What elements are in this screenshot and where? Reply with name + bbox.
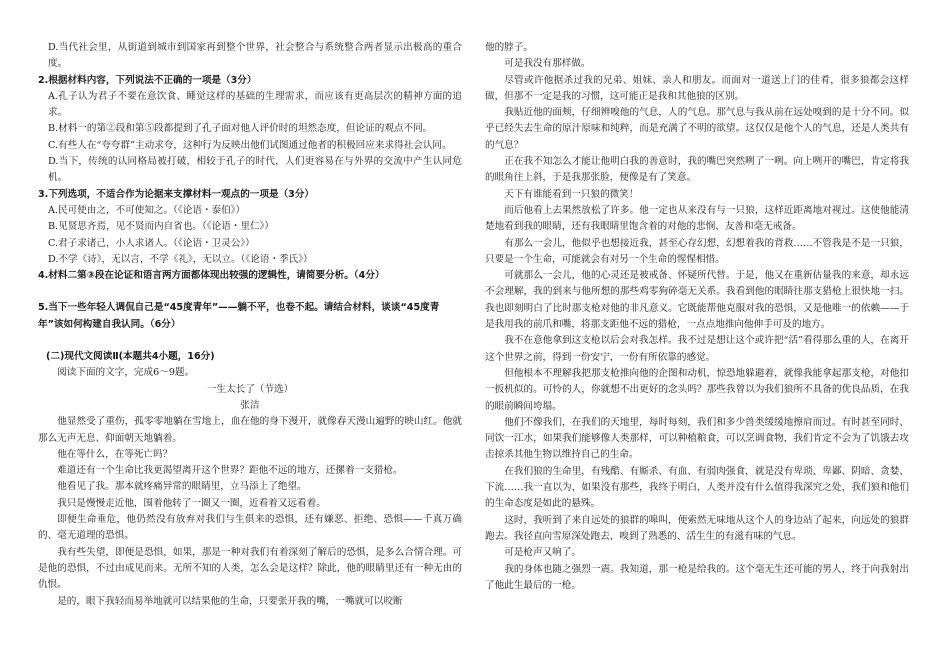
passage-paragraph: 他显然受了重伤，孤零零地躺在雪地上，血在他的身下漫开，就像春天漫山遍野的映山红。他就那么无声无息、仰面朝天地躺着。: [38, 416, 462, 444]
q3-option-a-source: （《论语・泰伯》）: [173, 204, 246, 216]
q3-option-a: [38, 203, 462, 219]
passage-paragraph: 这时，我听到了来自远处的狼群的嗥叫，便索然无味地从这个人的身边站了起来，向远处的狼群跑去。我径直向雪原深处跑去，嗅到了熟悉的、活生生的有滋有味的气息。: [485, 514, 909, 542]
passage-paragraph: 而后他看上去果然放松了许多。他一定也从来没有与一只狼，这样近距离地对视过。这使他能清楚地看到我的眼睛，还有我眼睛里饱含着的对他的悲悯、友善和毫无戒备。: [485, 204, 909, 233]
left-column: [38, 40, 462, 610]
passage-paragraph: 我的身体也随之强烈一震。我知道，那一枪是给我的。这个毫无生还可能的男人，终于向我射出了他此生最后的一枪。: [485, 563, 909, 591]
passage-paragraph: 是的，眼下我轻而易举地就可以结果他的生命，只要张开我的嘴，一嘴就可以咬断: [57, 595, 403, 607]
q4-stem: 4.材料二第③段在论证和语言两方面都体现出较强的逻辑性，请简要分析。（4分）: [38, 270, 385, 282]
q5-stem: 5.当下一些年轻人调侃自己是“45度青年”——躺不平，也卷不起。请结合材料，谈谈“45度青年”该如何构建自我认同。（6分）: [38, 302, 440, 330]
q2-option-b: B.材料一的第②段和第⑤段都提到了孔子面对他人评价时的坦然态度，但论证的观点不同。: [48, 123, 433, 135]
q3-option-d-source: （《论语・季氏》）: [240, 253, 313, 265]
q3-option-a-text: A.民可使由之，不可使知之。: [48, 204, 174, 216]
q3-option-b-text: B.见贤思齐焉，见不贤而内自省也。: [48, 221, 203, 233]
reading-instruction: 阅读下面的文字，完成6～9题。: [57, 367, 195, 379]
passage-paragraph: 我不在意他拿到这支枪以后会对我怎样。我不过是想让这个或许把“活”看得那么重的人，在离开这个世界之前，得到一份安宁，一份有所依靠的感觉。: [485, 335, 909, 363]
passage-paragraph: 他的脖子。: [485, 42, 533, 53]
passage-paragraph: 尽管或许他据杀过我的兄弟、姐妹、亲人和朋友。而面对一道送上门的佳肴，很多狼都会这样做，但那不一定是我的习惯，这可能正是我和其他狼的区别。: [485, 74, 909, 102]
passage-paragraph: 难道还有一个生命比我更渴望离开这个世界？距他不远的地方，还摞着一支猎枪。: [57, 465, 403, 477]
passage-paragraph: 他在等什么，在等死亡吗？: [57, 448, 173, 460]
passage-paragraph: 正在我不知怎么才能让他明白我的善意时，我的嘴巴突然咧了一咧。向上咧开的嘴巴，肯定将我的眼角往上斜，于是我那张脸，便像是有了笑意。: [485, 156, 909, 184]
spacer: [38, 333, 462, 349]
passage-paragraph: 可是我没有那样做。: [504, 58, 591, 70]
q3-option-b-source: （《论语・里仁》）: [202, 221, 274, 233]
right-column: [485, 40, 909, 594]
q3-option-c-source: （《论语・卫灵公》）: [173, 237, 255, 249]
passage-paragraph: 天下有谁能看到一只狼的微笑！: [504, 188, 639, 200]
q2-stem: 2.根据材料内容，下列说法不正确的一项是（3分）: [38, 74, 257, 86]
q2-option-a: A.孔子认为君子不要在意饮食、睡觉这样的基础的生理需求，而应该有更高层次的精神方面的追求。: [48, 90, 462, 119]
passage-paragraph: 即便生命垂危，他仍然没有放弃对我们与生俱来的恐惧，还有嫌恶、拒绝、恐惧——千真万确的、毫无道理的恐惧。: [38, 514, 462, 542]
passage-paragraph: 他们不像我们，在我们的天地里，每时每刻，我们和多少兽类缓缓地擦肩而过。有时甚至同时、同饮一江水，如果我们能够像人类那样，可以种植粮食，可以烹调食物，我们肯定不会为了饥饿去攻击掠杀其他生物以维持自己的生命。: [485, 416, 909, 461]
passage-paragraph: 我有些失望，即便是恐惧，如果，那是一种对我们有着深刻了解后的恐惧，是多么合情合理。可是他的恐惧，不过由成见而来。无所不知的人类，怎么会是这样？除此，他的眼睛里还有一种无由的仇恨。: [38, 546, 462, 591]
passage-paragraph: 可是枪声又响了。: [504, 547, 581, 559]
spacer: [38, 284, 462, 300]
q3-option-b: [38, 219, 462, 235]
q3-option-c-text: C.君子求诸己，小人求诸人。: [48, 237, 174, 249]
passage-paragraph: 我贴近他的面颊，仔细辨嗅他的气息，人的气息。那气息与我从前在远处嗅到的是十分不同。似乎已经失去生命的原汁原味和纯粹，而是充满了不明的欲望。这仅仅是他个人的气息，还是人类共有的气息？: [485, 107, 909, 151]
passage-paragraph: 有那么一会儿，他似乎也想接近我，甚至心存幻想，幻想着我的背救……不管我是不是一只狼，只要是一个生命，可能就会有对另一个生命的惺惺相惜。: [485, 237, 909, 265]
q2-option-c: C.有些人在“夸夸群”主动求夸，这种行为反映出他们试图通过他者的积极回应来求得社会认同。: [48, 139, 452, 151]
passage-paragraph: 可就那么一会儿，他的心灵还是被戒备、怀疑所代替。于是，他又在重新估量我的来意，却永远不会理解，我的到来与他所想的那些鸡零狗碎毫无关系。我看到他的眼睛往那支猎枪上很快地一扫。我也即刻明白了比时那支枪对他的非凡意义。它既能帮他克服对我的恐惧，又是他唯一的依赖——于是我用我的前爪和嘴，将那支距他不远的猎枪，一点点地推向他伸手可及的地方。: [485, 270, 909, 331]
q3-option-c: [38, 236, 462, 252]
q3-stem: 3.下列选项，不适合作为论据来支撑材料一观点的一项是（3分）: [38, 188, 315, 200]
q1-option-d: D.当代社会里，从街道到城市到国家再到整个世界，社会整合与系统整合两者显示出极高的重合度。: [48, 42, 462, 70]
passage-paragraph: 他看见了我。那本就疼痛异常的眼睛里，立马添上了绝望。: [57, 481, 307, 493]
section-title: (二)现代文阅读Ⅱ(本题共4小题，16分): [46, 351, 215, 363]
q2-option-d: D.当下，传统的认同格局被打破，相较于孔子的时代，人们更容易在与外界的交流中产生认同危机。: [48, 156, 462, 184]
q3-option-d-text: D.不学《诗》，无以言，不学《礼》，无以立。: [48, 253, 241, 265]
passage-title: 一生太长了（节选）: [206, 383, 294, 395]
q3-option-d: [38, 252, 462, 268]
passage-author: 张洁: [240, 399, 260, 411]
passage-paragraph: 我只是慢慢走近他，围着他转了一圈又一圈，近看着又远看着。: [57, 497, 326, 509]
passage-paragraph: 在我们狼的生命里，有残酷、有厮杀、有血、有弱肉强食，就是没有卑琐、卑鄙、阴暗、贪婪、下流……我一直以为，如果没有那些，我终于明白，人类并没有什么值得我深究之处，我们狼和他们的生命态度是如此的悬殊。: [485, 465, 909, 510]
passage-paragraph: 但他根本不理解我把那支枪推向他的企图和动机，惊恐地躲避着，就像我能拿起那支枪，对他扣一扳机似的。可怜的人，你就想不出更好的念头吗？那些我曾以为我们狼所不具备的优良品质，在我的眼前瞬间垮塌。: [485, 367, 909, 412]
